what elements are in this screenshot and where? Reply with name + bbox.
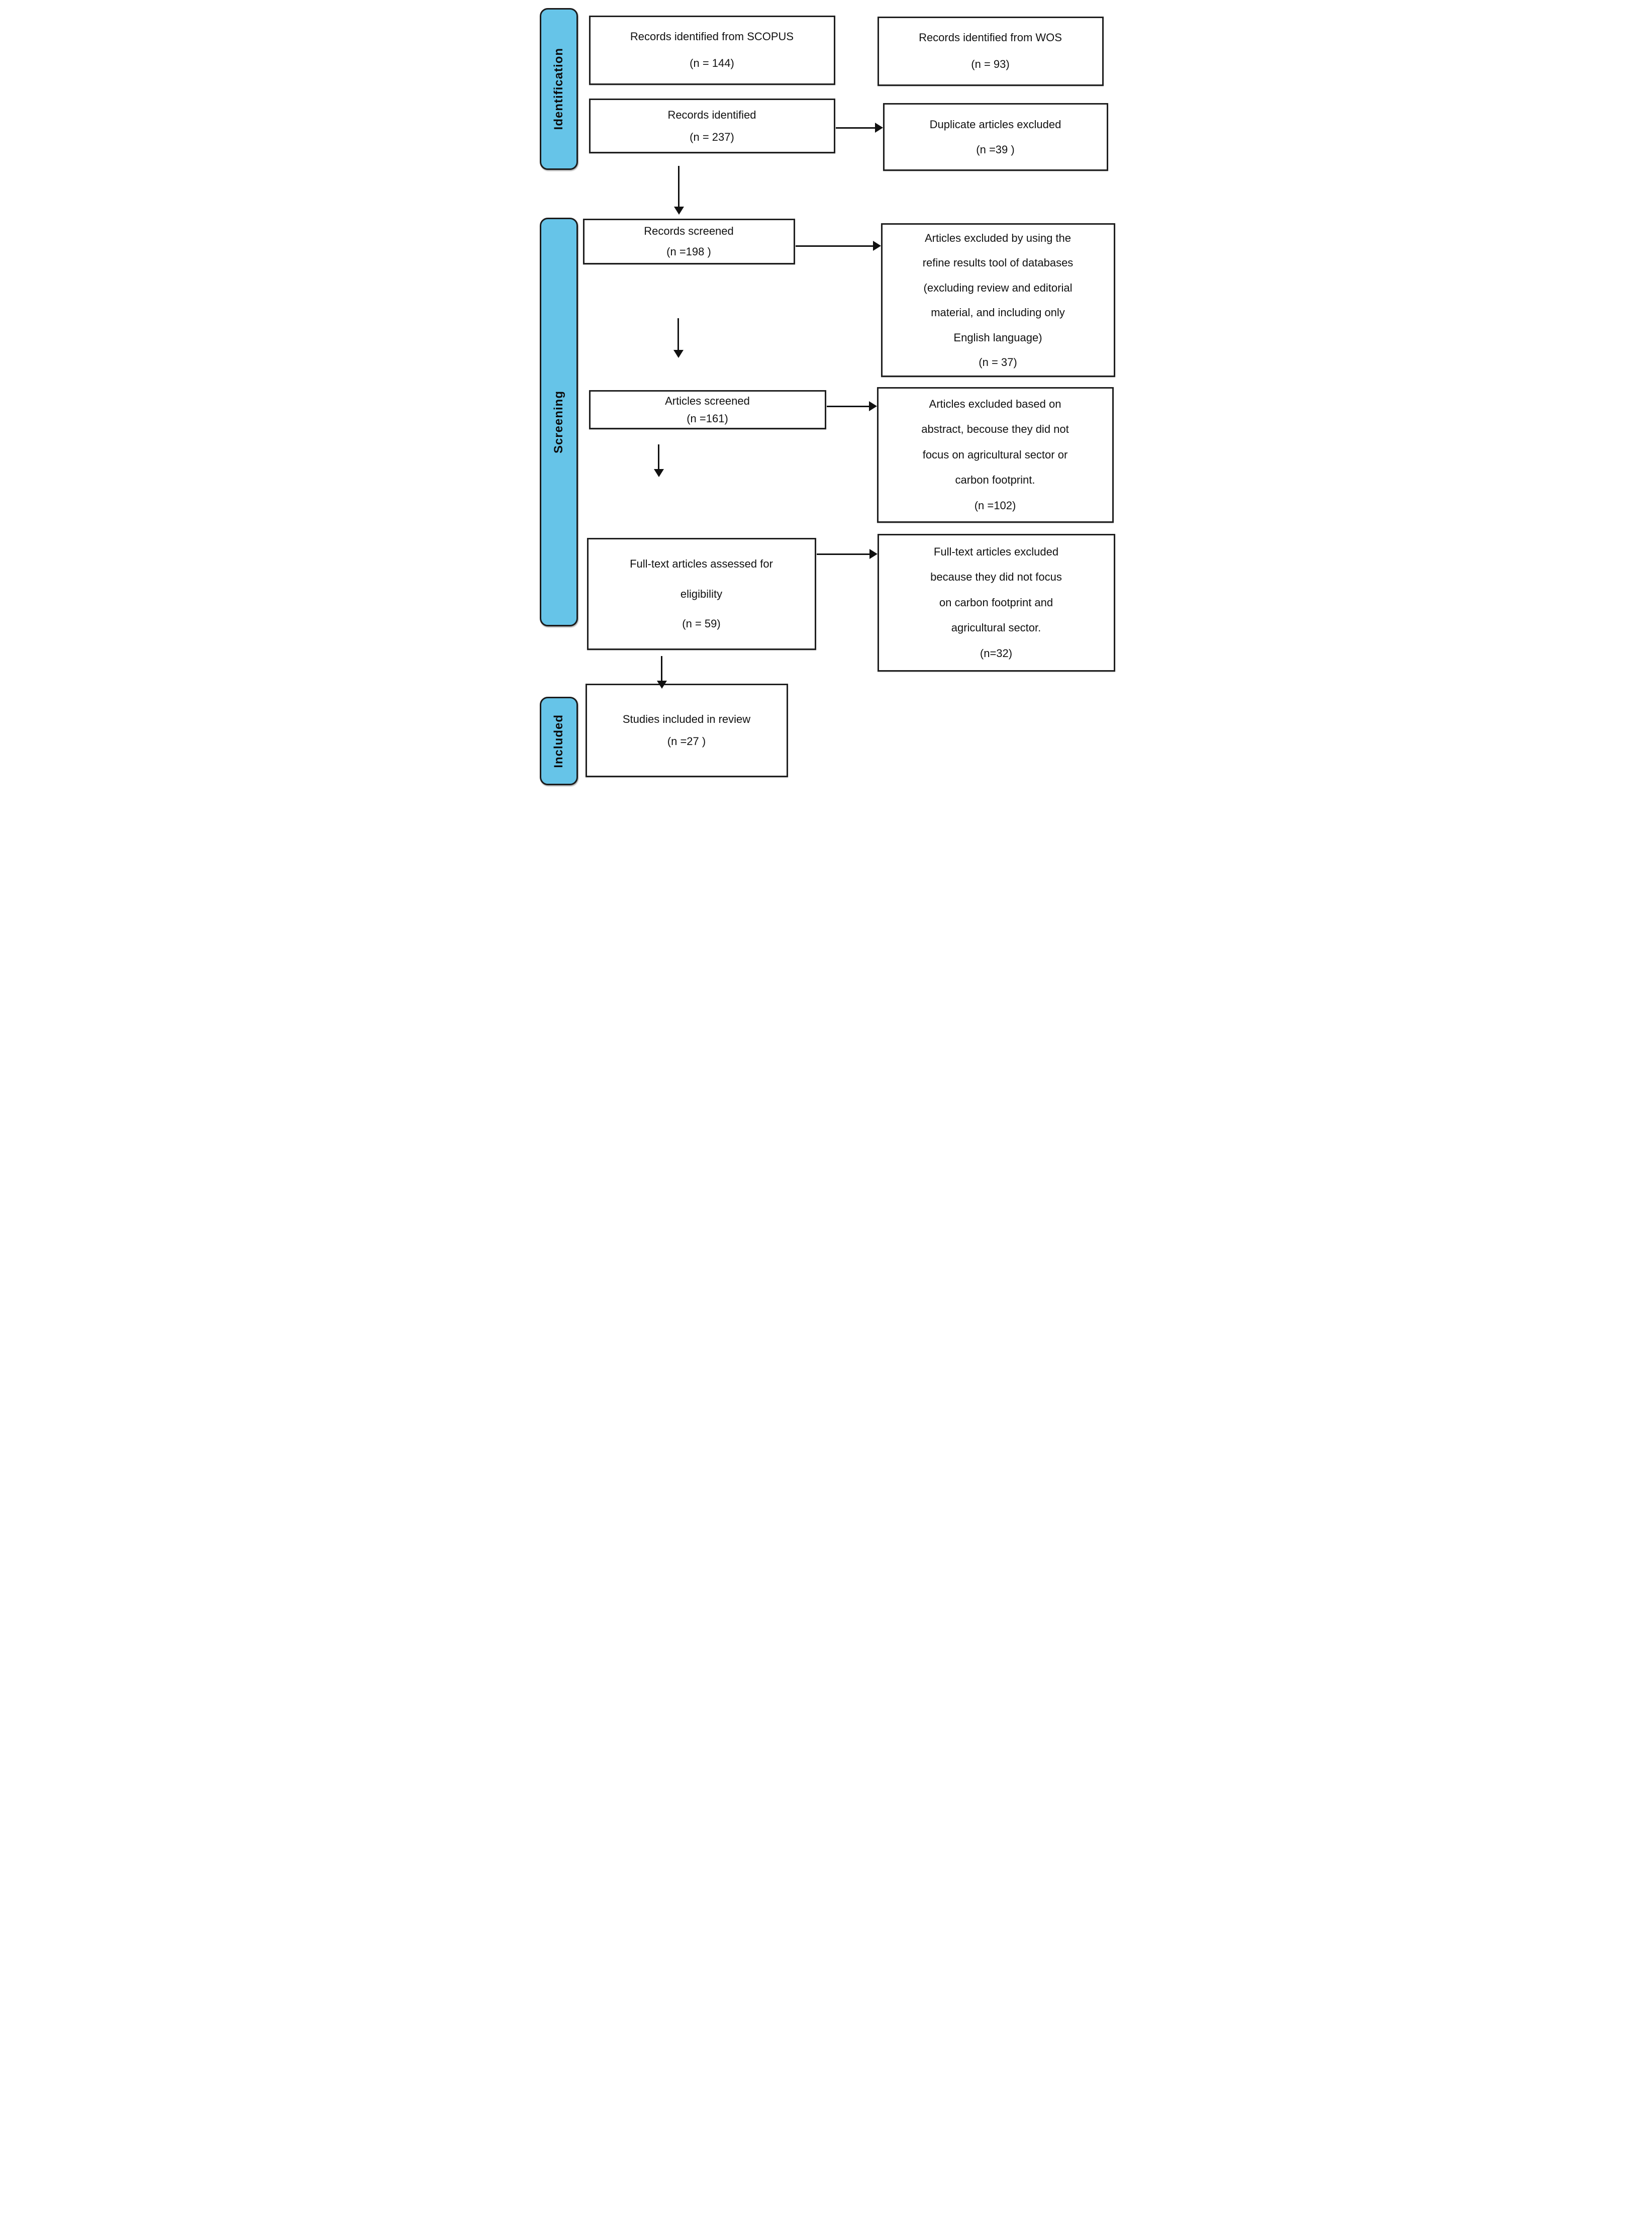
box-articles-screened bbox=[589, 390, 826, 429]
box-line: Records identified from SCOPUS bbox=[630, 30, 794, 43]
arrow-down-screened-to-articles-screened bbox=[673, 318, 684, 358]
arrow-right-identified-to-duplicates bbox=[836, 123, 883, 133]
stage-screening-label: Screening bbox=[551, 390, 565, 454]
box-line: Articles excluded by using the bbox=[924, 231, 1072, 244]
box-line: (n =27 ) bbox=[667, 735, 706, 748]
box-line: (n = 237) bbox=[690, 130, 734, 143]
arrow-right-fulltext-to-fulltext-excluded bbox=[817, 549, 878, 559]
box-studies-included bbox=[586, 684, 788, 777]
box-line: Records identified bbox=[667, 108, 756, 121]
prisma-flow-diagram bbox=[534, 0, 1119, 788]
box-line: Full-text articles excluded bbox=[933, 545, 1059, 558]
box-line: refine results tool of databases bbox=[922, 256, 1074, 269]
box-line: agricultural sector. bbox=[951, 621, 1041, 634]
box-line: abstract, becouse they did not bbox=[921, 423, 1069, 436]
box-line: (n =102) bbox=[974, 499, 1016, 512]
box-line: Articles excluded based on bbox=[929, 397, 1061, 410]
box-line: (n = 37) bbox=[979, 356, 1017, 368]
box-fulltext-assessed bbox=[587, 538, 816, 650]
box-line: (n =161) bbox=[687, 412, 728, 425]
arrow-down-identified-to-screened bbox=[674, 166, 684, 215]
box-line: (n = 144) bbox=[690, 57, 734, 69]
box-line: on carbon footprint and bbox=[939, 596, 1053, 609]
box-line: (n =198 ) bbox=[666, 245, 711, 258]
box-line: because they did not focus bbox=[930, 571, 1062, 584]
box-line: Full-text articles assessed for bbox=[630, 558, 773, 571]
box-duplicate-articles-excluded bbox=[883, 103, 1108, 171]
box-line: (n=32) bbox=[980, 646, 1013, 660]
box-articles-excluded-abstract bbox=[877, 387, 1114, 523]
box-line: (n = 93) bbox=[971, 58, 1010, 70]
box-line: material, and including only bbox=[931, 306, 1065, 319]
box-line: Records identified from WOS bbox=[919, 31, 1062, 44]
box-line: Articles screened bbox=[665, 394, 750, 407]
arrow-down-fulltext-to-included bbox=[657, 656, 667, 689]
box-line: (n =39 ) bbox=[976, 143, 1015, 156]
stage-screening bbox=[540, 218, 578, 626]
box-records-identified-scopus bbox=[589, 16, 835, 85]
box-line: eligibility bbox=[680, 587, 723, 600]
box-line: focus on agricultural sector or bbox=[922, 448, 1068, 461]
box-line: Records screened bbox=[644, 224, 734, 237]
arrow-right-screened-to-refine-excluded bbox=[796, 241, 881, 251]
stage-identification-label: Identification bbox=[551, 48, 565, 130]
stage-included-label: Included bbox=[551, 714, 565, 768]
box-line: (n = 59) bbox=[682, 617, 721, 630]
arrow-down-articles-screened-to-fulltext bbox=[654, 444, 664, 477]
box-records-identified-wos bbox=[878, 17, 1104, 86]
box-line: carbon footprint. bbox=[955, 474, 1035, 487]
box-records-identified bbox=[589, 99, 835, 153]
box-articles-excluded-refine-tool bbox=[881, 223, 1115, 377]
arrow-right-articles-screened-to-abstract-excluded bbox=[827, 401, 877, 411]
box-line: (excluding review and editorial bbox=[923, 281, 1073, 294]
box-line: Duplicate articles excluded bbox=[929, 118, 1061, 131]
box-line: Studies included in review bbox=[622, 713, 751, 725]
box-line: English language) bbox=[953, 331, 1042, 344]
stage-included bbox=[540, 697, 578, 785]
stage-identification bbox=[540, 8, 578, 170]
box-fulltext-excluded bbox=[878, 534, 1115, 672]
box-records-screened bbox=[583, 219, 795, 264]
